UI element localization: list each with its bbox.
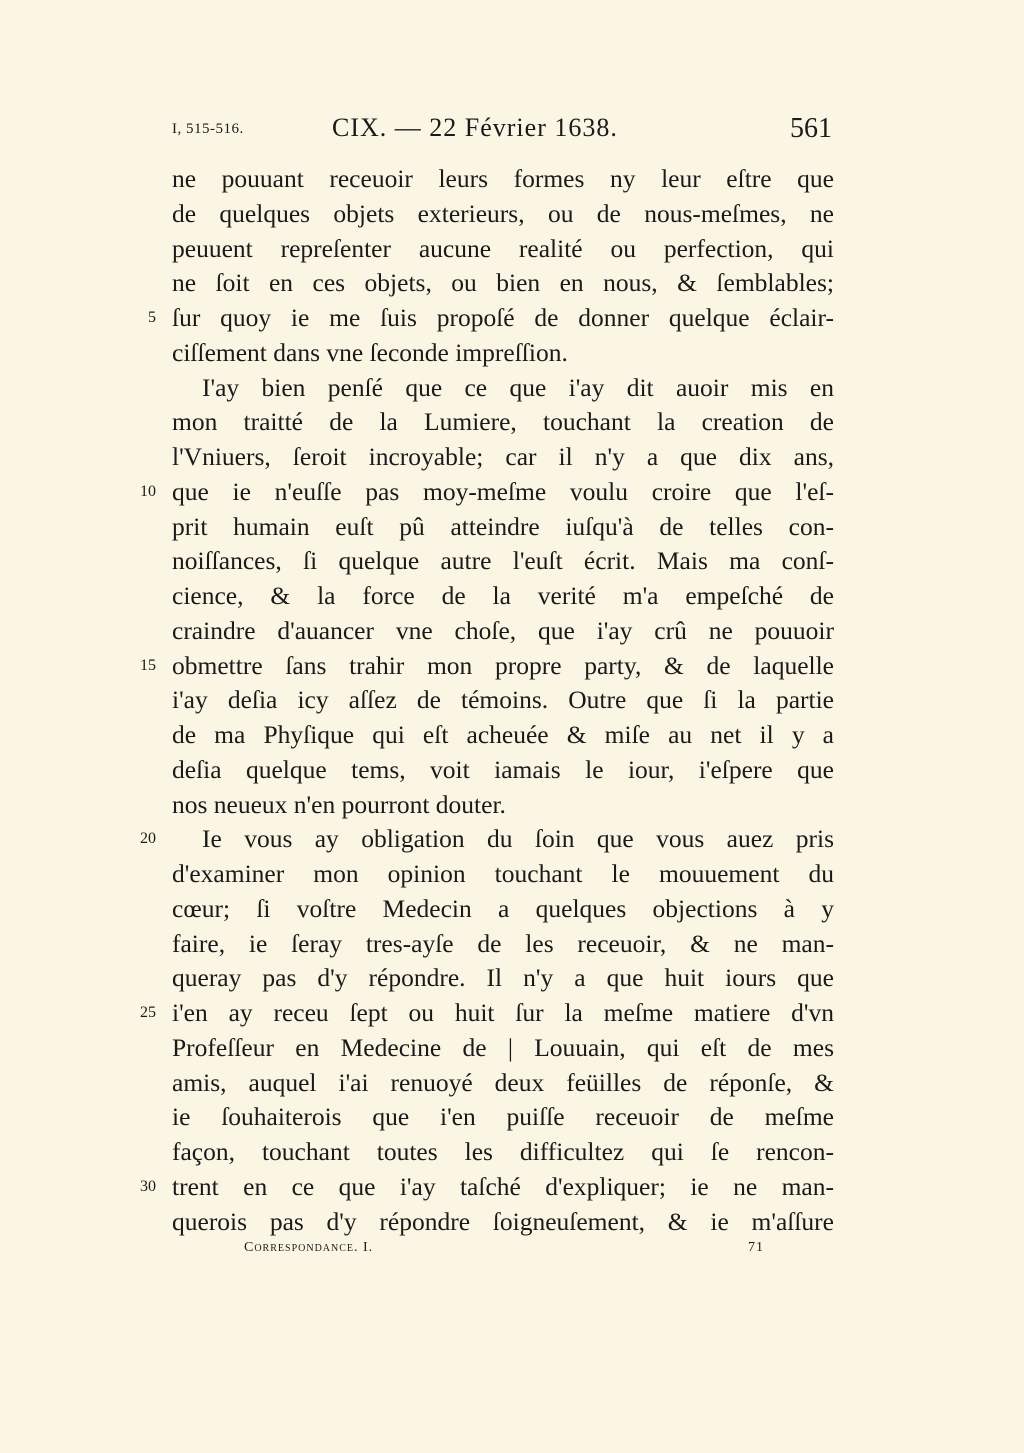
line-number: 15 [140, 656, 156, 674]
text-line [172, 232, 834, 267]
line-text: cœur; ſi voſtre Medecin a quelques objections à y [172, 893, 834, 923]
line-number: 10 [140, 482, 156, 500]
text-line [172, 718, 834, 753]
line-text: ſur quoy ie me ſuis propoſé de donner quelque éclair- [172, 303, 834, 332]
signature-mark [244, 1240, 764, 1264]
text-line [172, 1135, 834, 1170]
text-line [172, 614, 834, 649]
line-number: 5 [148, 309, 156, 326]
text-line [172, 162, 834, 197]
line-text: querois pas d'y répondre ſoigneuſement, & ie m'aſſure [172, 1206, 834, 1236]
text-line [140, 996, 834, 1031]
text-line [172, 927, 834, 962]
line-text: façon, touchant toutes les difficultez qui ſe rencon- [172, 1137, 834, 1166]
line-text: ne pouuant receuoir leurs formes ny leur eſtre que [172, 164, 834, 193]
line-text: de quelques objets exterieurs, ou de nous-meſmes, ne [172, 198, 834, 228]
signature-label: Correspondance. I. [244, 1240, 374, 1255]
text-line [172, 857, 834, 892]
line-text: Ie vous ay obligation du ſoin que vous auez pris [202, 824, 834, 854]
line-number: 25 [140, 1004, 156, 1021]
text-line [140, 822, 834, 857]
line-text: i'en ay receu ſept ou huit ſur la meſme matiere d'vn [172, 998, 834, 1027]
text-line [172, 1100, 834, 1135]
line-text: obmettre ſans trahir mon propre party, & de laquelle [172, 650, 834, 680]
line-text: deſia quelque tems, voit iamais le iour, i'eſpere que [172, 754, 834, 784]
text-line [140, 649, 834, 684]
running-header [172, 113, 834, 149]
line-text: ne ſoit en ces objets, ou bien en nous, & ſemblables; [172, 268, 834, 298]
line-text: d'examiner mon opinion touchant le mouuement du [172, 859, 834, 888]
text-line [172, 510, 834, 545]
line-text: queray pas d'y répondre. Il n'y a que huit iours que [172, 963, 834, 993]
line-text: ciſſement dans vne ſeconde impreſſion. [172, 337, 568, 367]
line-text: faire, ie ſeray tres-ayſe de les receuoir, & ne man- [172, 928, 834, 958]
line-text: noiſſances, ſi quelque autre l'euſt écrit. Mais ma conſ- [172, 546, 834, 576]
text-line [172, 1031, 834, 1066]
line-text: ie ſouhaiterois que i'en puiſſe receuoir de meſme [172, 1102, 834, 1132]
text-line [140, 1170, 834, 1205]
signature-number: 71 [748, 1240, 764, 1255]
text-line [172, 371, 834, 406]
line-text: nos neueux n'en pourront douter. [172, 789, 506, 819]
text-line [172, 266, 834, 301]
line-text: craindre d'auancer vne choſe, que i'ay crû ne pouuoir [172, 615, 834, 645]
text-line [172, 405, 834, 440]
line-text: i'ay deſia icy aſſez de témoins. Outre que ſi la partie [172, 685, 834, 715]
text-line [172, 197, 834, 232]
text-line [172, 788, 834, 823]
line-number: 30 [140, 1177, 156, 1195]
text-line [172, 683, 834, 718]
volume-reference: I, 515-516. [172, 121, 244, 137]
line-text: l'Vniuers, ſeroit incroyable; car il n'y a que dix ans, [172, 442, 834, 471]
text-line [172, 440, 834, 475]
line-text: I'ay bien penſé que ce que i'ay dit auoir mis en [202, 372, 834, 402]
text-line [172, 1205, 834, 1240]
body-text [140, 162, 834, 1239]
text-line [172, 961, 834, 996]
text-line [140, 475, 834, 510]
text-line [172, 753, 834, 788]
line-text: amis, auquel i'ai renuoyé deux feüilles de réponſe, & [172, 1067, 834, 1097]
text-line [172, 544, 834, 579]
text-line [172, 579, 834, 614]
letter-heading: CIX. — 22 Février 1638. [332, 113, 618, 142]
line-text: de ma Phyſique qui eſt acheuée & miſe au net il y a [172, 720, 834, 749]
line-text: que ie n'euſſe pas moy-meſme voulu croire que l'eſ- [172, 476, 834, 506]
line-number: 20 [140, 830, 156, 848]
line-text: mon traitté de la Lumiere, touchant la creation de [172, 407, 834, 437]
line-text: cience, & la force de la verité m'a empeſché de [172, 581, 834, 610]
line-text: peuuent repreſenter aucune realité ou perfection, qui [172, 233, 834, 263]
text-line [172, 892, 834, 927]
text-line [172, 336, 834, 371]
line-text: trent en ce que i'ay taſché d'expliquer; ie ne man- [172, 1171, 834, 1201]
page-number: 561 [790, 113, 832, 144]
text-line [148, 301, 834, 336]
line-text: prit humain euſt pû atteindre iuſqu'à de telles con- [172, 511, 834, 541]
text-line [172, 1066, 834, 1101]
line-text: Profeſſeur en Medecine de | Louuain, qui eſt de mes [172, 1032, 834, 1062]
